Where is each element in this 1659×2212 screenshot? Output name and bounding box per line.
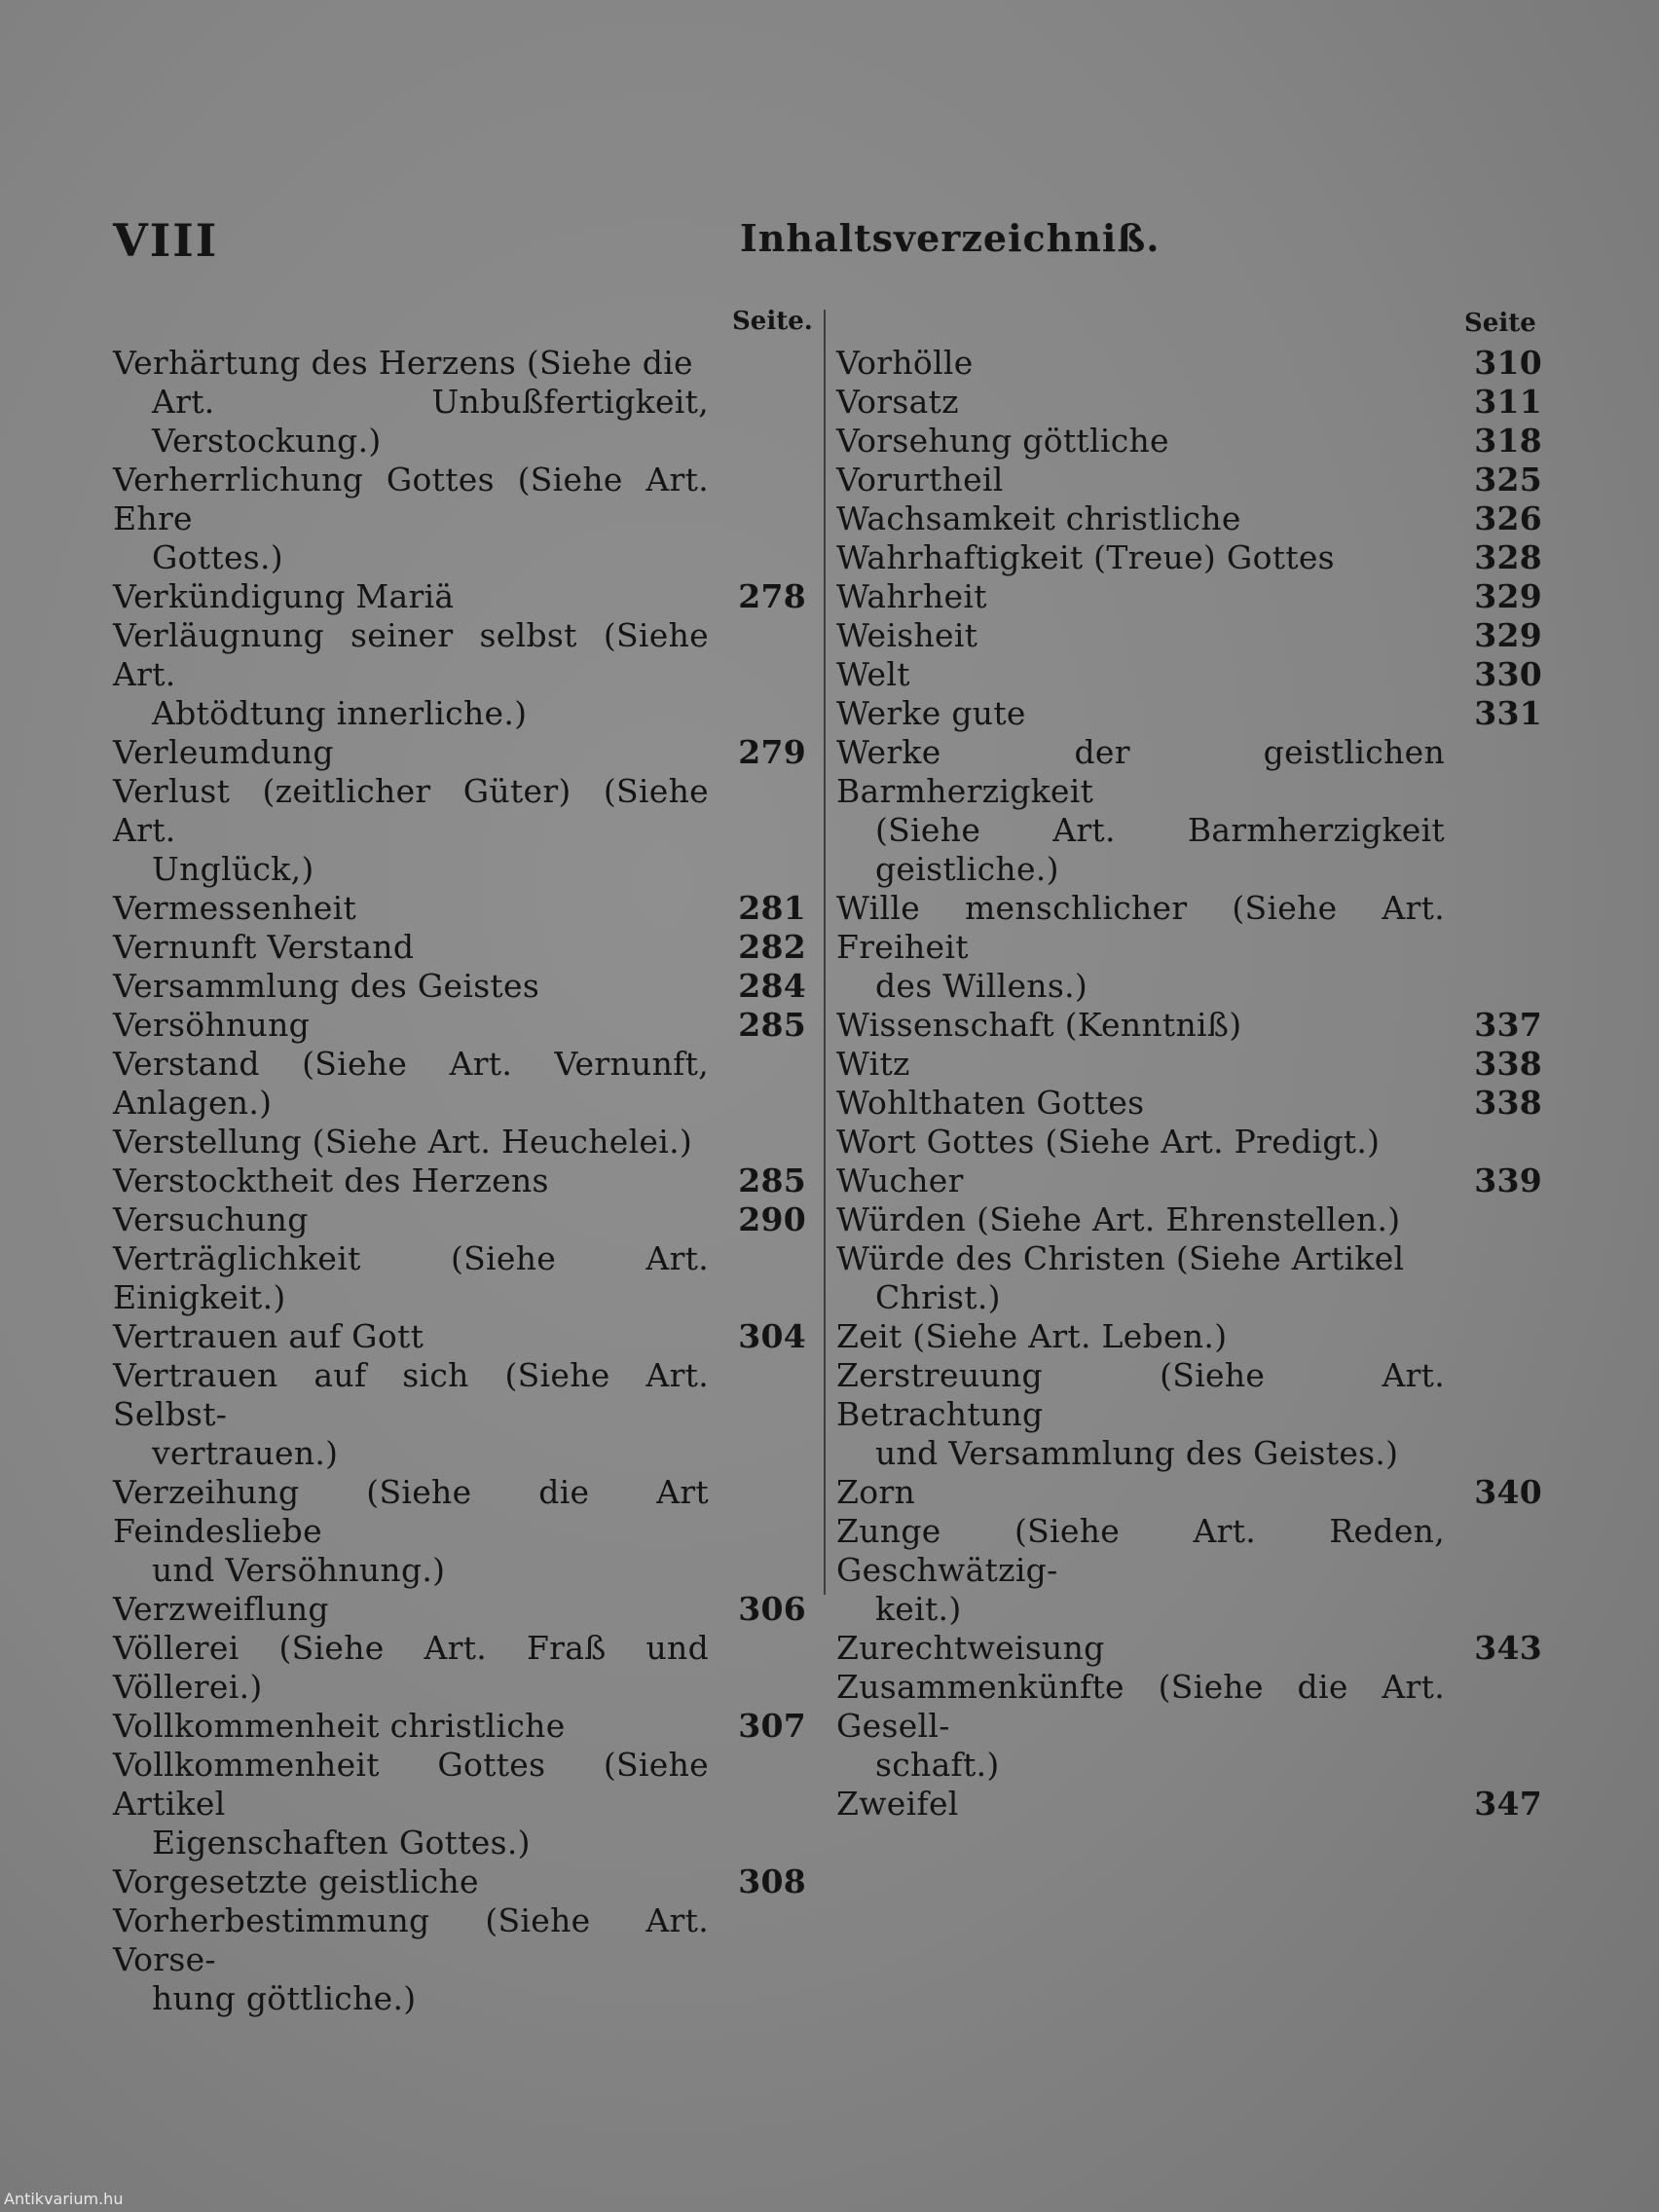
entry-page-number: 281: [738, 889, 806, 927]
entry-text: Zorn: [836, 1473, 916, 1511]
index-entry: [113, 1317, 806, 1356]
index-entry: [113, 928, 806, 967]
entry-text: Verläugnung seiner selbst (Siehe Art.: [113, 616, 709, 693]
entry-page-number: 318: [1474, 422, 1542, 460]
index-entry: [836, 461, 1542, 499]
index-entry: [836, 616, 1542, 655]
entry-text: Verherrlichung Gottes (Siehe Art. Ehre: [113, 461, 709, 537]
entry-text: Vertrauen auf Gott: [113, 1317, 424, 1355]
entry-text: Versammlung des Geistes: [113, 967, 540, 1005]
entry-text: Verleumdung: [113, 733, 334, 771]
column-divider: [824, 310, 826, 1595]
entry-page-number: 328: [1474, 538, 1542, 576]
seite-label-right: Seite: [1464, 309, 1536, 338]
index-entry: [113, 461, 806, 577]
entry-text: Würden (Siehe Art. Ehrenstellen.): [836, 1200, 1401, 1238]
index-entry: [836, 889, 1542, 1006]
entry-text: Weisheit: [836, 616, 978, 654]
entry-text: Verlust (zeitlicher Güter) (Siehe Art.: [113, 772, 709, 849]
entry-text: Vorherbestimmung (Siehe Art. Vorse-: [113, 1901, 709, 1978]
entry-continuation: und Versöhnung.): [152, 1551, 446, 1589]
entry-page-number: 282: [738, 928, 806, 966]
entry-text: Vorsatz: [836, 383, 959, 421]
entry-text: Zerstreuung (Siehe Art. Betrachtung: [836, 1356, 1445, 1433]
index-entry: [836, 1629, 1542, 1668]
index-entry: [836, 1084, 1542, 1123]
index-entry: [113, 889, 806, 928]
entry-page-number: 290: [738, 1200, 806, 1238]
entry-text: Vorgesetzte geistliche: [113, 1862, 479, 1900]
entry-page-number: 278: [738, 577, 806, 615]
entry-page-number: 338: [1474, 1084, 1542, 1122]
index-entry: [113, 1123, 806, 1161]
index-entry: [836, 1123, 1542, 1161]
entry-continuation: Abtödtung innerliche.): [152, 694, 528, 732]
index-entry: [113, 1200, 806, 1239]
entry-text: Verzeihung (Siehe die Art Feindesliebe: [113, 1473, 709, 1550]
entry-page-number: 329: [1474, 577, 1542, 615]
entry-text: Zweifel: [836, 1785, 959, 1823]
entry-page-number: 337: [1474, 1006, 1542, 1044]
entry-text: Welt: [836, 655, 910, 693]
entry-page-number: 284: [738, 967, 806, 1005]
entry-page-number: 325: [1474, 461, 1542, 498]
entry-text: Vorurtheil: [836, 461, 1004, 498]
entry-text: Vorsehung göttliche: [836, 422, 1169, 460]
entry-text: Verhärtung des Herzens (Siehe die: [113, 344, 693, 382]
entry-page-number: 339: [1474, 1161, 1542, 1199]
entry-text: Völlerei (Siehe Art. Fraß und Völlerei.): [113, 1629, 709, 1706]
index-entry: [113, 616, 806, 733]
entry-text: Wahrheit: [836, 577, 987, 615]
entry-continuation: Gottes.): [152, 538, 283, 576]
entry-text: Versuchung: [113, 1200, 309, 1238]
entry-text: Werke gute: [836, 694, 1026, 732]
entry-page-number: 326: [1474, 499, 1542, 537]
index-entry: [113, 1239, 806, 1317]
entry-page-number: 329: [1474, 616, 1542, 654]
entry-page-number: 279: [738, 733, 806, 771]
index-entry: [113, 1006, 806, 1045]
entry-text: Vorhölle: [836, 344, 974, 382]
entry-text: Verstellung (Siehe Art. Heuchelei.): [113, 1123, 693, 1161]
entry-text: Verstocktheit des Herzens: [113, 1161, 549, 1199]
entry-page-number: 311: [1474, 383, 1542, 421]
entry-page-number: 347: [1474, 1785, 1542, 1823]
entry-text: Zeit (Siehe Art. Leben.): [836, 1317, 1228, 1355]
entry-page-number: 330: [1474, 655, 1542, 693]
entry-text: Wort Gottes (Siehe Art. Predigt.): [836, 1123, 1381, 1161]
entry-continuation: und Versammlung des Geistes.): [875, 1434, 1399, 1472]
entry-text: Wissenschaft (Kenntniß): [836, 1006, 1242, 1044]
index-entry: [113, 1629, 806, 1707]
index-entry: [113, 772, 806, 889]
watermark-label: Antikvarium.hu: [4, 2190, 124, 2208]
entry-page-number: 343: [1474, 1629, 1542, 1667]
index-entry: [836, 1239, 1542, 1317]
index-entry: [113, 1707, 806, 1746]
entry-text: Witz: [836, 1045, 910, 1083]
entry-page-number: 304: [738, 1317, 806, 1355]
seite-label-left: Seite.: [732, 307, 813, 336]
index-entry: [113, 1045, 806, 1123]
entry-text: Zurechtweisung: [836, 1629, 1105, 1667]
entry-text: Vernunft Verstand: [113, 928, 415, 966]
index-entry: [836, 1473, 1542, 1512]
entry-page-number: 331: [1474, 694, 1542, 732]
entry-text: Verträglichkeit (Siehe Art. Einigkeit.): [113, 1239, 709, 1316]
index-entry: [836, 1668, 1542, 1785]
index-entry: [836, 655, 1542, 694]
index-entry: [113, 1161, 806, 1200]
entry-page-number: 285: [738, 1161, 806, 1199]
index-entry: [113, 1473, 806, 1590]
index-entry: [113, 344, 806, 461]
entry-continuation: Christ.): [875, 1278, 1001, 1316]
entry-continuation: schaft.): [875, 1746, 1000, 1784]
page-number: VIII: [113, 214, 219, 267]
entry-text: Vertrauen auf sich (Siehe Art. Selbst-: [113, 1356, 709, 1433]
entry-page-number: 310: [1474, 344, 1542, 382]
index-entry: [113, 577, 806, 616]
index-entry: [113, 1901, 806, 2018]
index-entry: [113, 733, 806, 772]
index-entry: [113, 1356, 806, 1473]
entry-text: Wucher: [836, 1161, 964, 1199]
entry-text: Vermessenheit: [113, 889, 357, 927]
index-entry: [836, 538, 1542, 577]
index-entry: [836, 1356, 1542, 1473]
index-entry: [113, 1590, 806, 1629]
entry-text: Verstand (Siehe Art. Vernunft, Anlagen.): [113, 1045, 709, 1122]
entry-continuation: des Willens.): [875, 967, 1088, 1005]
entry-continuation: Eigenschaften Gottes.): [152, 1824, 531, 1862]
entry-text: Wohlthaten Gottes: [836, 1084, 1145, 1122]
entry-text: Vollkommenheit christliche: [113, 1707, 566, 1745]
entry-text: Verzweiflung: [113, 1590, 329, 1628]
index-entry: [836, 1785, 1542, 1824]
index-entry: [836, 1006, 1542, 1045]
entry-page-number: 307: [738, 1707, 806, 1745]
index-entry: [836, 1045, 1542, 1084]
index-entry: [836, 499, 1542, 538]
entry-continuation: (Siehe Art. Barmherzigkeit geistliche.): [875, 811, 1445, 888]
index-entry: [836, 577, 1542, 616]
entry-text: Wachsamkeit christliche: [836, 499, 1241, 537]
entry-text: Wille menschlicher (Siehe Art. Freiheit: [836, 889, 1445, 966]
entry-continuation: hung göttliche.): [152, 1979, 417, 2017]
index-entry: [836, 344, 1542, 383]
entry-text: Verkündigung Mariä: [113, 577, 455, 615]
index-entry: [113, 1862, 806, 1901]
index-column-left: [113, 344, 806, 2018]
entry-text: Versöhnung: [113, 1006, 311, 1044]
index-entry: [836, 1200, 1542, 1239]
entry-text: Würde des Christen (Siehe Artikel: [836, 1239, 1405, 1277]
entry-text: Werke der geistlichen Barmherzigkeit: [836, 733, 1445, 810]
index-entry: [836, 422, 1542, 461]
index-entry: [836, 733, 1542, 889]
index-entry: [836, 1512, 1542, 1629]
entry-page-number: 308: [738, 1862, 806, 1900]
entry-text: Vollkommenheit Gottes (Siehe Artikel: [113, 1746, 709, 1823]
entry-continuation: Unglück,): [152, 850, 314, 888]
entry-continuation: Art. Unbußfertigkeit, Verstockung.): [152, 383, 709, 460]
entry-text: Zunge (Siehe Art. Reden, Geschwätzig-: [836, 1512, 1445, 1589]
index-entry: [836, 383, 1542, 422]
entry-continuation: keit.): [875, 1590, 962, 1628]
entry-text: Zusammenkünfte (Siehe die Art. Gesell-: [836, 1668, 1445, 1745]
index-entry: [836, 694, 1542, 733]
entry-text: Wahrhaftigkeit (Treue) Gottes: [836, 538, 1335, 576]
entry-page-number: 340: [1474, 1473, 1542, 1511]
index-entry: [113, 1746, 806, 1862]
entry-page-number: 285: [738, 1006, 806, 1044]
index-entry: [113, 967, 806, 1006]
index-column-right: [836, 344, 1542, 1824]
index-entry: [836, 1161, 1542, 1200]
index-entry: [836, 1317, 1542, 1356]
entry-page-number: 306: [738, 1590, 806, 1628]
entry-continuation: vertrauen.): [152, 1434, 339, 1472]
page-title: Inhaltsverzeichniß.: [740, 216, 1161, 260]
entry-page-number: 338: [1474, 1045, 1542, 1083]
